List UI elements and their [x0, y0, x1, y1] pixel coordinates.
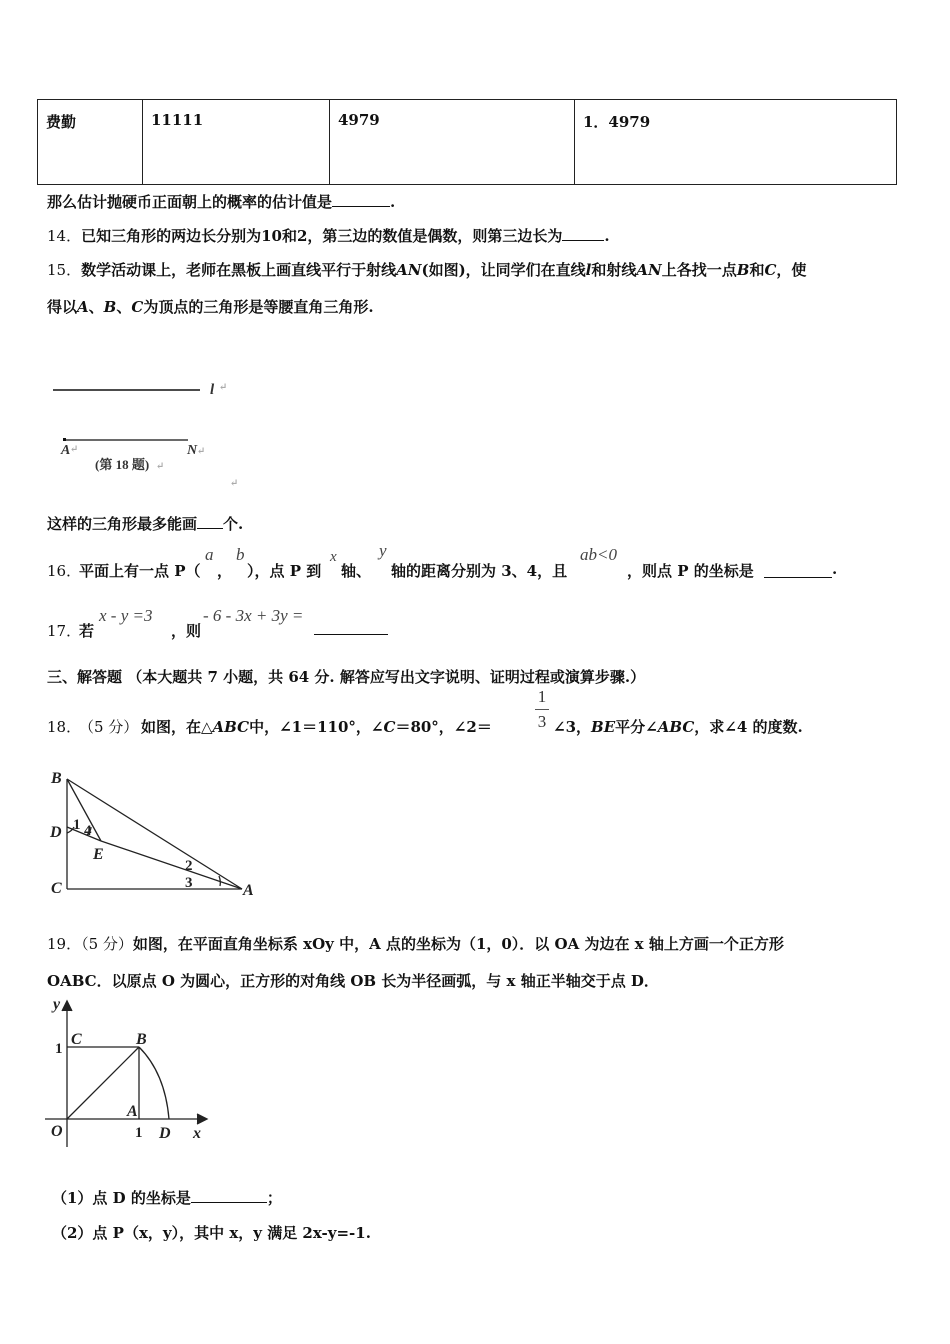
question-17: 17． 若 x - y =3 ，则 - 6 - 3x + 3y = — [47, 602, 907, 642]
label-A: A — [61, 443, 71, 458]
section-3-title: 三、解答题 （本大题共 7 小题，共 64 分. 解答应写出文字说明、证明过程或演算步骤.） — [47, 668, 646, 686]
svg-text:↵: ↵ — [197, 446, 206, 457]
answer-blank — [332, 206, 390, 207]
tick-1-y: 1 — [55, 1041, 63, 1057]
angle-3-label: 3 — [185, 875, 193, 891]
table-cell: 11111 — [143, 100, 330, 185]
axis-y-label: y — [53, 996, 61, 1013]
tick-1-x: 1 — [135, 1125, 143, 1141]
label-A: A — [127, 1103, 138, 1120]
axis-x-label: x — [193, 1125, 201, 1142]
question-15-ask: 这样的三角形最多能画 个. — [47, 515, 244, 533]
question-19-line2: OABC．以原点 O 为圆心，正方形的对角线 OB 长为半径画弧，与 x 轴正半轴交于点 D． — [47, 972, 659, 990]
question-16: 16． 平面上有一点 P（ a ， b ），点 P 到 x 轴、 y 轴的距离分别为 3、4，且 ab<0 ，则点 P 的坐标是 . — [47, 541, 838, 580]
frequency-table — [37, 99, 897, 185]
answer-blank — [197, 528, 223, 529]
table-row — [38, 100, 897, 185]
label-D: D — [50, 824, 62, 841]
q13-tail: 那么估计抛硬币正面朝上的概率的估计值是 . — [47, 193, 396, 211]
question-18: 18． （5 分） 如图，在△ABC中，∠1＝110°，∠C＝80°，∠2＝ 1 3 ∠3，BE平分∠ABC，求∠4 的度数. — [47, 687, 803, 736]
label-O: O — [51, 1123, 63, 1140]
q15-figure — [50, 370, 250, 490]
label-D: D — [159, 1125, 171, 1142]
svg-text:↵: ↵ — [230, 478, 239, 489]
question-15-line1: 15．数学活动课上，老师在黑板上画直线平行于射线AN(如图)，让同学们在直线l和射线AN上各找一点B和C，使 — [47, 261, 807, 279]
answer-blank — [562, 240, 604, 241]
table-cell: 4979 — [330, 100, 575, 185]
answer-blank — [191, 1202, 267, 1203]
q18-triangle-figure — [45, 765, 260, 900]
angle-1-label: 1 — [73, 817, 81, 833]
q19-coordinate-figure — [45, 995, 225, 1155]
label-A: A — [243, 882, 254, 899]
question-19-sub1: （1）点 D 的坐标是 ； — [52, 1189, 282, 1207]
label-l: l — [210, 382, 215, 398]
question-19-sub2: （2）点 P（x，y），其中 x，y 满足 2x-y=-1. — [52, 1224, 371, 1242]
label-B: B — [51, 770, 62, 787]
label-E: E — [93, 846, 104, 863]
table-cell: 1．4979 — [575, 100, 897, 185]
label-N: N — [187, 443, 198, 458]
question-14: 14．已知三角形的两边长分别为10和2，第三边的数值是偶数，则第三边长为 . — [47, 227, 610, 245]
question-15-line2: 得以A、B、C为顶点的三角形是等腰直角三角形. — [47, 298, 374, 316]
fraction-one-third: 1 3 — [535, 688, 549, 731]
svg-text:↵: ↵ — [156, 461, 165, 472]
figure-caption: (第 18 题) — [95, 457, 150, 472]
label-C: C — [51, 880, 62, 897]
svg-text:↵: ↵ — [70, 444, 79, 455]
table-cell: 费勤 — [38, 100, 143, 185]
answer-blank — [314, 616, 388, 635]
label-C: C — [71, 1031, 82, 1048]
angle-2-label: 2 — [185, 858, 193, 874]
angle-4-label: 4 — [84, 823, 92, 839]
return-mark: ↵ — [219, 382, 228, 393]
answer-blank — [764, 560, 832, 578]
question-19-line1: 19．（5 分）如图，在平面直角坐标系 xOy 中，A 点的坐标为（1，0）．以 OA 为边在 x 轴上方画一个正方形 — [47, 935, 784, 953]
label-B: B — [136, 1031, 147, 1048]
